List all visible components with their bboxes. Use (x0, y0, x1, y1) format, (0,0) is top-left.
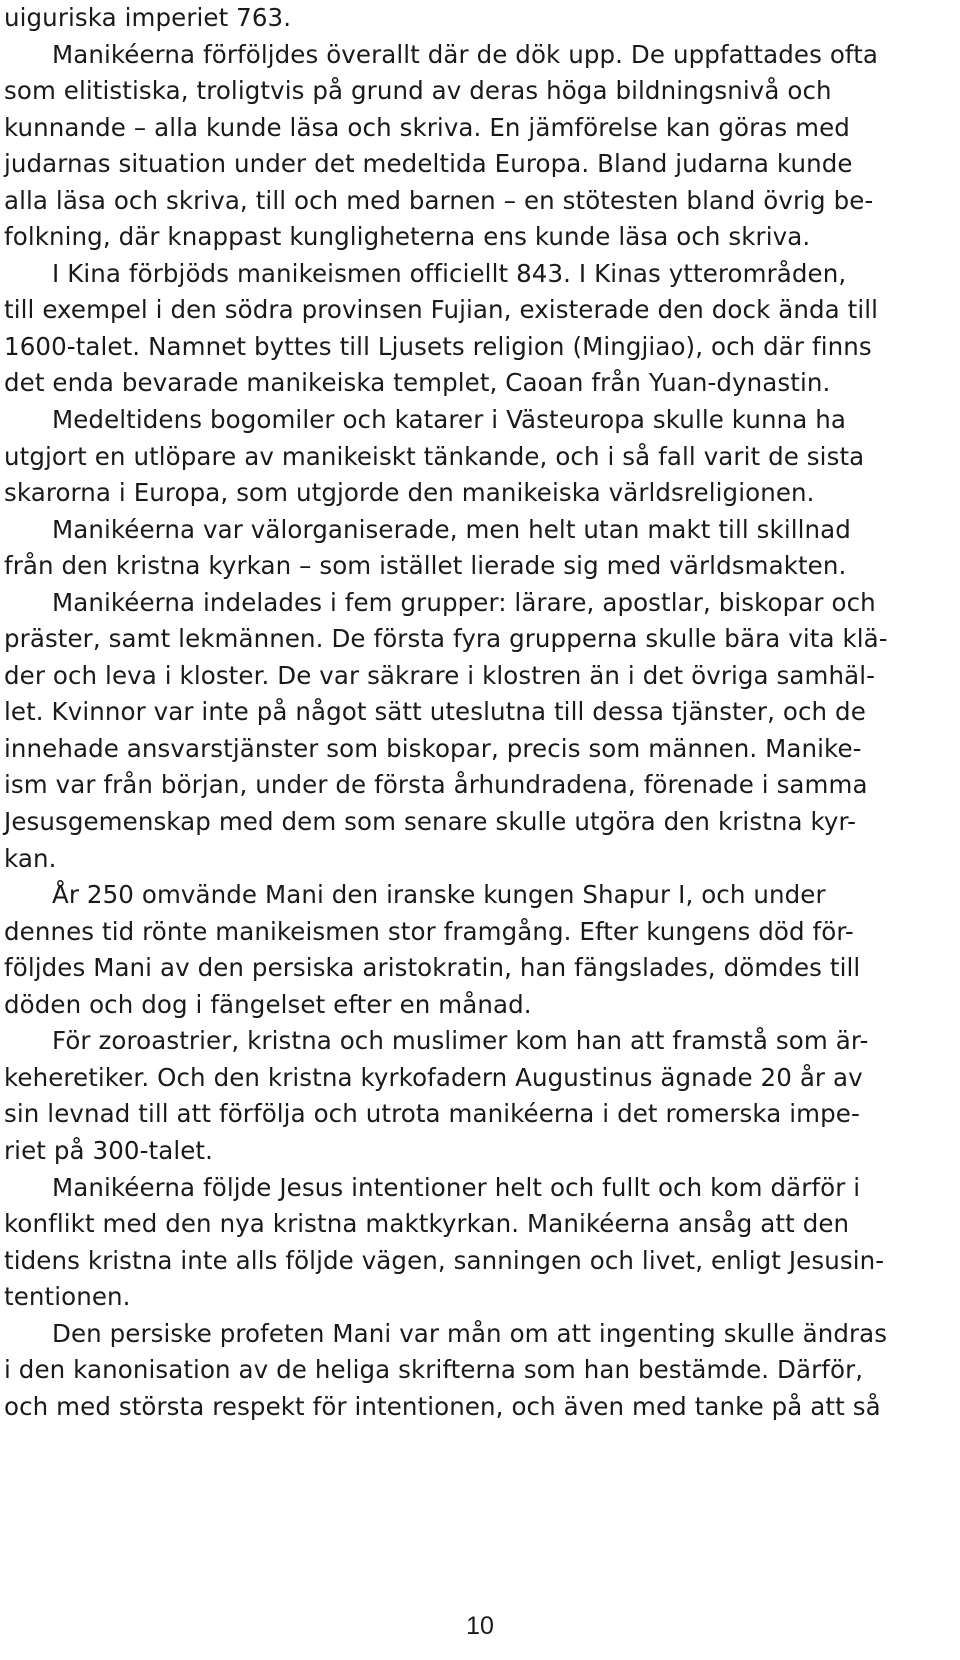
text-line: 1600-talet. Namnet byttes till Ljusets religion (Mingjiao), och där finns (4, 331, 872, 361)
text-line: För zoroastrier, kristna och muslimer kom han att framstå som är- (52, 1026, 869, 1056)
text-line: ism var från början, under de första århundradena, förenade i samma (4, 770, 868, 800)
text-line: År 250 omvände Mani den iranske kungen Shapur I, och under (52, 880, 826, 910)
text-line: judarnas situation under det medeltida Europa. Bland judarna kunde (4, 149, 853, 179)
text-line: I Kina förbjöds manikeismen officiellt 843. I Kinas ytterområden, (52, 258, 847, 288)
text-line: som elitistiska, troligtvis på grund av deras höga bildningsnivå och (4, 76, 832, 106)
text-line: tidens kristna inte alls följde vägen, sanningen och livet, enligt Jesusin- (4, 1245, 885, 1275)
text-line: följdes Mani av den persiska aristokratin, han fängslades, dömdes till (4, 953, 861, 983)
text-line: döden och dog i fängelset efter en månad. (4, 989, 532, 1019)
text-line: sin levnad till att förfölja och utrota manikéerna i det romerska impe- (4, 1099, 860, 1129)
text-line: der och leva i kloster. De var säkrare i klostren än i det övriga samhäl- (4, 660, 876, 690)
text-line: från den kristna kyrkan – som istället lierade sig med världsmakten. (4, 551, 847, 581)
text-line: Manikéerna indelades i fem grupper: lärare, apostlar, biskopar och (52, 587, 876, 617)
text-line: let. Kvinnor var inte på något sätt uteslutna till dessa tjänster, och de (4, 697, 866, 727)
text-line: i den kanonisation av de heliga skrifterna som han bestämde. Därför, (4, 1355, 864, 1385)
text-line: alla läsa och skriva, till och med barnen – en stötesten bland övrig be- (4, 185, 874, 215)
text-line: innehade ansvarstjänster som biskopar, precis som männen. Manike- (4, 733, 862, 763)
text-line: dennes tid rönte manikeismen stor framgång. Efter kungens död för- (4, 916, 854, 946)
text-line: Den persiske profeten Mani var mån om att ingenting skulle ändras (52, 1318, 888, 1348)
text-line: konflikt med den nya kristna maktkyrkan. Manikéerna ansåg att den (4, 1209, 850, 1239)
text-line: riet på 300-talet. (4, 1135, 213, 1165)
page-number: 10 (466, 1612, 494, 1640)
text-line: och med största respekt för intentionen, och även med tanke på att så (4, 1391, 881, 1421)
text-line: keheretiker. Och den kristna kyrkofadern Augustinus ägnade 20 år av (4, 1062, 863, 1092)
text-line: Medeltidens bogomiler och katarer i Västeuropa skulle kunna ha (52, 405, 846, 435)
text-line: Manikéerna förföljdes överallt där de dök upp. De uppfattades ofta (52, 39, 879, 69)
text-line: kunnande – alla kunde läsa och skriva. En jämförelse kan göras med (4, 112, 850, 142)
text-line: till exempel i den södra provinsen Fujian, existerade den dock ända till (4, 295, 879, 325)
text-line: präster, samt lekmännen. De första fyra grupperna skulle bära vita klä- (4, 624, 888, 654)
body-text (4, 0, 954, 1425)
text-line: kan. (4, 843, 57, 873)
text-line: folkning, där knappast kungligheterna ens kunde läsa och skriva. (4, 222, 811, 252)
text-line: skarorna i Europa, som utgjorde den manikeiska världsreligionen. (4, 478, 815, 508)
text-line: Jesusgemenskap med dem som senare skulle utgöra den kristna kyr- (4, 807, 857, 837)
text-line: det enda bevarade manikeiska templet, Caoan från Yuan-dynastin. (4, 368, 831, 398)
text-line: Manikéerna var välorganiserade, men helt utan makt till skillnad (52, 514, 851, 544)
text-line: tentionen. (4, 1282, 131, 1312)
text-line: Manikéerna följde Jesus intentioner helt och fullt och kom därför i (52, 1172, 861, 1202)
text-line: uiguriska imperiet 763. (4, 3, 292, 32)
text-line: utgjort en utlöpare av manikeiskt tänkande, och i så fall varit de sista (4, 441, 865, 471)
